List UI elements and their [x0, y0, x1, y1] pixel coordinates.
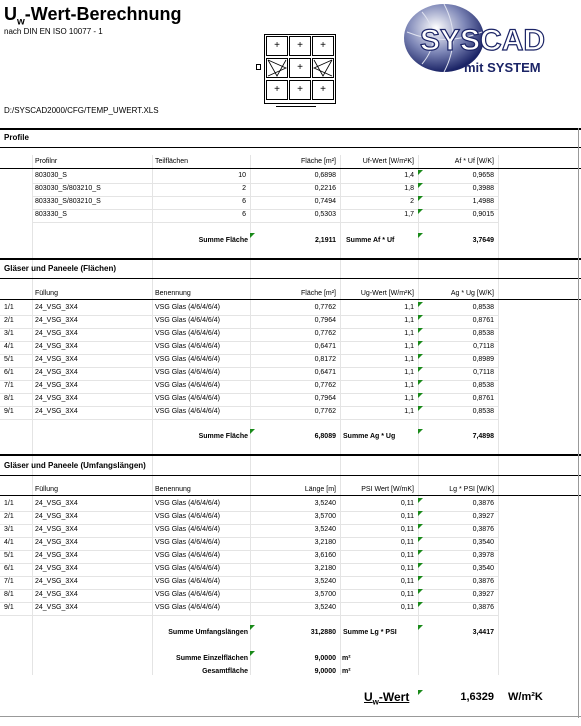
profile-col-teilflaechen: Teilflächen [155, 158, 189, 165]
table-cell-wert1: 3,5240 [314, 500, 336, 507]
table-cell-benennung: VSG Glas (4/6/4/6/4) [155, 395, 220, 402]
table-cell-wert1: 3,2180 [314, 565, 336, 572]
table-cell-fuellung: 24_VSG_3X4 [35, 526, 78, 533]
syscad-logo [402, 2, 552, 82]
table-cell-afuf: 1,4988 [472, 198, 494, 205]
table-cell-wert2: 1,1 [404, 317, 414, 324]
table-cell-benennung: VSG Glas (4/6/4/6/4) [155, 369, 220, 376]
table-cell-wert1: 3,5240 [314, 578, 336, 585]
table-cell-teilflaechen: 6 [242, 211, 246, 218]
table-cell-wert1: 3,2180 [314, 539, 336, 546]
table-cell-produkt: 0,3978 [472, 552, 494, 559]
glas-sum2-label: Summe Ag * Ug [343, 433, 396, 440]
table-cell-fuellung: 24_VSG_3X4 [35, 395, 78, 402]
window-pane-6 [312, 58, 334, 78]
table-cell-wert1: 0,7762 [314, 408, 336, 415]
table-cell-benennung: VSG Glas (4/6/4/6/4) [155, 604, 220, 611]
glas-sum2-value: 7,4898 [472, 433, 494, 440]
glas-col-agug: Ag * Ug [W/K] [450, 290, 494, 297]
gesamt-label: Gesamtfläche [202, 668, 248, 675]
table-cell-fuellung: 24_VSG_3X4 [35, 343, 78, 350]
table-cell-produkt: 0,3927 [472, 591, 494, 598]
logo-text-tagline: mit SYSTEM [464, 60, 541, 75]
cell-marker [418, 524, 423, 529]
table-cell-wert1: 3,5240 [314, 526, 336, 533]
table-cell-teilflaechen: 6 [242, 198, 246, 205]
cell-marker [418, 537, 423, 542]
cell-marker [418, 589, 423, 594]
table-cell-benennung: VSG Glas (4/6/4/6/4) [155, 565, 220, 572]
table-cell-produkt: 0,3876 [472, 500, 494, 507]
table-cell-wert1: 0,7762 [314, 330, 336, 337]
table-cell-benennung: VSG Glas (4/6/4/6/4) [155, 578, 220, 585]
glas-col-benennung: Benennung [155, 290, 191, 297]
table-cell-fuellung: 24_VSG_3X4 [35, 578, 78, 585]
table-cell-produkt: 0,8538 [472, 330, 494, 337]
cell-marker [418, 406, 423, 411]
table-cell-pos: 2/1 [4, 513, 14, 520]
table-cell-benennung: VSG Glas (4/6/4/6/4) [155, 382, 220, 389]
cell-marker [418, 511, 423, 516]
table-cell-produkt: 0,8538 [472, 304, 494, 311]
table-cell-fuellung: 24_VSG_3X4 [35, 591, 78, 598]
table-cell-wert1: 3,6160 [314, 552, 336, 559]
cell-marker [418, 498, 423, 503]
table-cell-afuf: 0,9015 [472, 211, 494, 218]
table-cell-wert2: 0,11 [400, 591, 414, 598]
table-cell-profilnr: 803030_S/803210_S [35, 185, 101, 192]
table-cell-wert2: 1,1 [404, 382, 414, 389]
table-cell-wert2: 1,1 [404, 356, 414, 363]
table-cell-pos: 8/1 [4, 395, 14, 402]
table-cell-wert2: 0,11 [400, 513, 414, 520]
umfang-sum-value: 31,2880 [310, 629, 336, 636]
table-cell-pos: 7/1 [4, 578, 14, 585]
table-cell-pos: 8/1 [4, 591, 14, 598]
profile-sum-label: Summe Fläche [198, 237, 248, 244]
cell-marker [418, 170, 423, 175]
table-cell-pos: 7/1 [4, 382, 14, 389]
table-cell-benennung: VSG Glas (4/6/4/6/4) [155, 356, 220, 363]
window-pane-5: + [289, 58, 311, 78]
window-pane-1: + [266, 36, 288, 56]
table-cell-flaeche: 0,2216 [314, 185, 336, 192]
table-cell-wert1: 0,6471 [314, 369, 336, 376]
table-cell-produkt: 0,3876 [472, 604, 494, 611]
cell-marker [418, 302, 423, 307]
table-cell-produkt: 0,3927 [472, 513, 494, 520]
table-cell-wert2: 0,11 [400, 526, 414, 533]
table-cell-pos: 4/1 [4, 343, 14, 350]
table-cell-teilflaechen: 10 [238, 172, 246, 179]
logo-text-syscad: SYSCAD [420, 24, 546, 57]
table-cell-flaeche: 0,5303 [314, 211, 336, 218]
table-cell-wert2: 1,1 [404, 395, 414, 402]
gesamt-unit: m² [342, 668, 351, 675]
table-cell-profilnr: 803030_S [35, 172, 67, 179]
glas-col-fuellung: Füllung [35, 290, 58, 297]
cell-marker [418, 183, 423, 188]
table-cell-flaeche: 0,7494 [314, 198, 336, 205]
table-cell-wert1: 0,8172 [314, 356, 336, 363]
table-cell-wert2: 1,1 [404, 369, 414, 376]
table-cell-pos: 5/1 [4, 552, 14, 559]
table-cell-benennung: VSG Glas (4/6/4/6/4) [155, 317, 220, 324]
table-cell-profilnr: 803330_S/803210_S [35, 198, 101, 205]
table-cell-produkt: 0,8538 [472, 408, 494, 415]
table-cell-uf: 1,8 [404, 185, 414, 192]
cell-marker [418, 367, 423, 372]
table-cell-fuellung: 24_VSG_3X4 [35, 408, 78, 415]
table-cell-pos: 1/1 [4, 304, 14, 311]
einzel-unit: m² [342, 655, 351, 662]
umfang-col-benennung: Benennung [155, 486, 191, 493]
table-cell-benennung: VSG Glas (4/6/4/6/4) [155, 591, 220, 598]
umfang-sum2-value: 3,4417 [472, 629, 494, 636]
window-sketch [256, 34, 336, 110]
table-cell-produkt: 0,3876 [472, 526, 494, 533]
table-cell-fuellung: 24_VSG_3X4 [35, 317, 78, 324]
table-cell-benennung: VSG Glas (4/6/4/6/4) [155, 343, 220, 350]
table-cell-produkt: 0,8538 [472, 382, 494, 389]
table-cell-wert1: 0,7762 [314, 382, 336, 389]
table-cell-pos: 5/1 [4, 356, 14, 363]
table-cell-fuellung: 24_VSG_3X4 [35, 513, 78, 520]
page-title: $U_w-Wert$-Berechnung [4, 4, 182, 28]
table-cell-produkt: 0,7118 [473, 343, 494, 350]
profile-col-uf: Uf-Wert [W/m²K] [362, 158, 414, 165]
table-cell-fuellung: 24_VSG_3X4 [35, 565, 78, 572]
einzel-value: 9,0000 [314, 655, 336, 662]
table-cell-pos: 4/1 [4, 539, 14, 546]
cell-marker [418, 315, 423, 320]
table-cell-wert2: 0,11 [400, 604, 414, 611]
glas-sum-value: 6,8089 [314, 433, 336, 440]
table-cell-produkt: 0,8761 [472, 395, 494, 402]
table-cell-wert1: 0,6471 [314, 343, 336, 350]
window-pane-9: + [312, 80, 334, 100]
table-cell-afuf: 0,9658 [472, 172, 494, 179]
table-cell-uf: 2 [410, 198, 414, 205]
table-cell-wert2: 0,11 [400, 565, 414, 572]
table-cell-produkt: 0,8761 [472, 317, 494, 324]
gesamt-value: 9,0000 [314, 668, 336, 675]
profile-heading: Profile [4, 133, 29, 142]
table-cell-teilflaechen: 2 [242, 185, 246, 192]
table-cell-wert1: 0,7964 [314, 317, 336, 324]
table-cell-wert1: 3,5700 [314, 591, 336, 598]
glas-sum-label: Summe Fläche [198, 433, 248, 440]
cell-marker [418, 602, 423, 607]
glas-heading: Gläser und Paneele (Flächen) [4, 264, 117, 273]
table-cell-pos: 9/1 [4, 604, 14, 611]
profile-col-flaeche: Fläche [m²] [300, 158, 336, 165]
umfang-sum-label: Summe Umfangslängen [168, 629, 248, 636]
glas-col-ug: Ug-Wert [W/m²K] [360, 290, 414, 297]
cell-marker [418, 209, 423, 214]
window-pane-4 [266, 58, 288, 78]
uw-unit: W/m²K [508, 691, 543, 703]
table-cell-benennung: VSG Glas (4/6/4/6/4) [155, 304, 220, 311]
table-cell-produkt: 0,7118 [473, 369, 494, 376]
table-cell-produkt: 0,3876 [472, 578, 494, 585]
window-pane-7: + [266, 80, 288, 100]
uw-label: $U_w$-Wert [364, 690, 410, 707]
table-cell-benennung: VSG Glas (4/6/4/6/4) [155, 526, 220, 533]
profile-sum2-value: 3,7649 [472, 237, 494, 244]
table-cell-fuellung: 24_VSG_3X4 [35, 500, 78, 507]
table-cell-wert2: 0,11 [400, 500, 414, 507]
table-cell-wert2: 1,1 [404, 304, 414, 311]
umfang-col-lgpsi: Lg * PSI [W/K] [449, 486, 494, 493]
umfang-sum2-label: Summe Lg * PSI [343, 629, 397, 636]
umfang-col-laenge: Länge [m] [304, 486, 336, 493]
table-cell-benennung: VSG Glas (4/6/4/6/4) [155, 539, 220, 546]
table-cell-wert2: 1,1 [404, 408, 414, 415]
table-cell-pos: 3/1 [4, 526, 14, 533]
table-cell-pos: 6/1 [4, 369, 14, 376]
table-cell-wert1: 0,7964 [314, 395, 336, 402]
table-cell-wert2: 0,11 [400, 578, 414, 585]
glas-col-flaeche: Fläche [m²] [300, 290, 336, 297]
cell-marker [418, 576, 423, 581]
cell-marker [418, 380, 423, 385]
table-cell-fuellung: 24_VSG_3X4 [35, 356, 78, 363]
table-cell-afuf: 0,3988 [472, 185, 494, 192]
table-cell-wert2: 1,1 [404, 330, 414, 337]
table-cell-uf: 1,4 [404, 172, 414, 179]
table-cell-pos: 9/1 [4, 408, 14, 415]
table-cell-benennung: VSG Glas (4/6/4/6/4) [155, 500, 220, 507]
profile-col-afuf: Af * Uf [W/K] [454, 158, 494, 165]
table-cell-benennung: VSG Glas (4/6/4/6/4) [155, 330, 220, 337]
cell-marker [418, 563, 423, 568]
table-cell-fuellung: 24_VSG_3X4 [35, 382, 78, 389]
table-cell-wert1: 3,5240 [314, 604, 336, 611]
table-cell-fuellung: 24_VSG_3X4 [35, 604, 78, 611]
table-cell-wert1: 0,7762 [314, 304, 336, 311]
table-cell-profilnr: 803330_S [35, 211, 67, 218]
table-cell-pos: 2/1 [4, 317, 14, 324]
table-cell-benennung: VSG Glas (4/6/4/6/4) [155, 408, 220, 415]
profile-sum-value: 2,1911 [314, 237, 336, 244]
cell-marker [418, 550, 423, 555]
table-cell-benennung: VSG Glas (4/6/4/6/4) [155, 513, 220, 520]
window-pane-3: + [312, 36, 334, 56]
table-cell-fuellung: 24_VSG_3X4 [35, 304, 78, 311]
profile-col-profilnr: Profilnr [35, 158, 58, 165]
table-cell-produkt: 0,8989 [472, 356, 494, 363]
umfang-col-psi: PSI Wert [W/mK] [361, 486, 414, 493]
norm-subtitle: nach DIN EN ISO 10077 - 1 [4, 27, 103, 36]
table-cell-fuellung: 24_VSG_3X4 [35, 330, 78, 337]
umfang-col-fuellung: Füllung [35, 486, 58, 493]
table-cell-produkt: 0,3540 [472, 565, 494, 572]
cell-marker [418, 354, 423, 359]
table-cell-pos: 3/1 [4, 330, 14, 337]
table-cell-wert2: 0,11 [400, 539, 414, 546]
cell-marker [418, 328, 423, 333]
cell-marker [418, 196, 423, 201]
table-cell-benennung: VSG Glas (4/6/4/6/4) [155, 552, 220, 559]
table-cell-fuellung: 24_VSG_3X4 [35, 539, 78, 546]
profile-sum2-label: Summe Af * Uf [346, 237, 395, 244]
einzel-label: Summe Einzelflächen [176, 655, 248, 662]
table-cell-wert2: 0,11 [400, 552, 414, 559]
table-cell-pos: 6/1 [4, 565, 14, 572]
file-path: D:/SYSCAD2000/CFG/TEMP_UWERT.XLS [4, 106, 159, 115]
table-cell-wert2: 1,1 [404, 343, 414, 350]
cell-marker [418, 393, 423, 398]
table-cell-wert1: 3,5700 [314, 513, 336, 520]
umfang-heading: Gläser und Paneele (Umfangslängen) [4, 461, 146, 470]
uw-value: 1,6329 [460, 691, 494, 703]
window-pane-8: + [289, 80, 311, 100]
table-cell-flaeche: 0,6898 [314, 172, 336, 179]
cell-marker [418, 341, 423, 346]
table-cell-uf: 1,7 [404, 211, 414, 218]
table-cell-fuellung: 24_VSG_3X4 [35, 369, 78, 376]
table-cell-pos: 1/1 [4, 500, 14, 507]
table-cell-fuellung: 24_VSG_3X4 [35, 552, 78, 559]
window-pane-2: + [289, 36, 311, 56]
table-cell-produkt: 0,3540 [472, 539, 494, 546]
